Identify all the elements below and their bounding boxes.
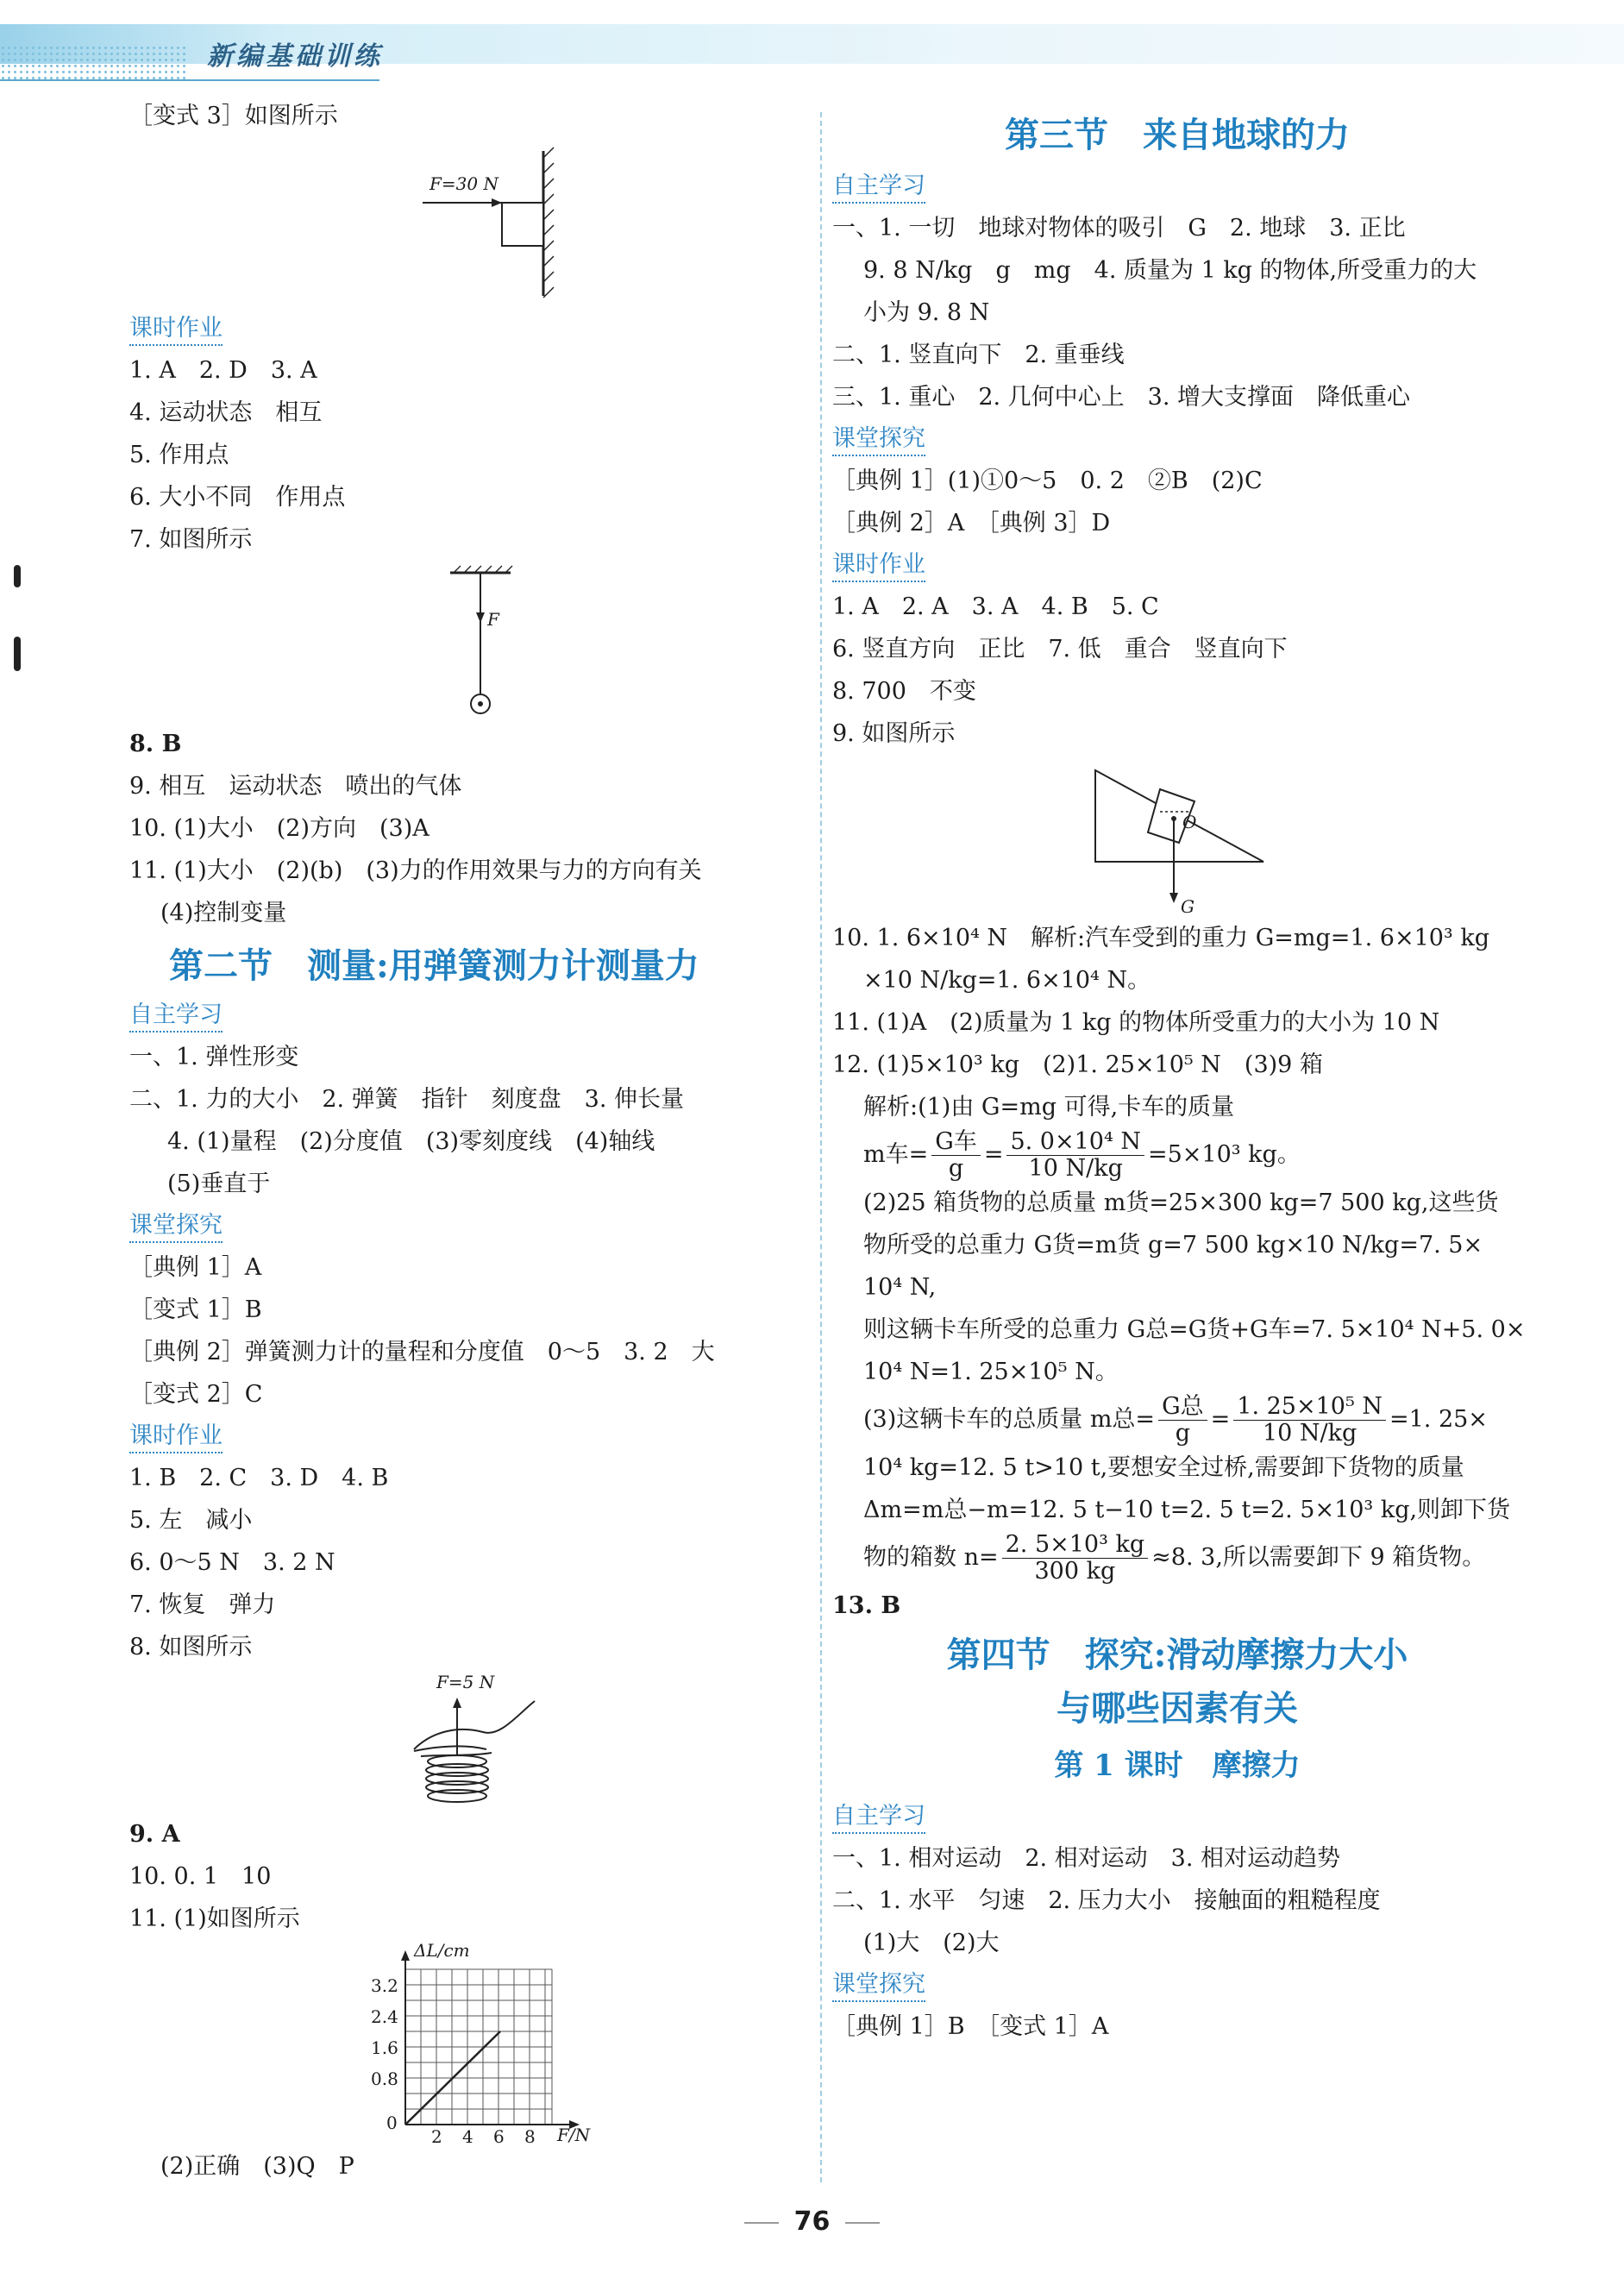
answer-line: ×10 N/kg=1. 6×10⁴ N。 [863,967,1151,994]
answer-line: 小为 9. 8 N [863,299,990,326]
self-study-list [832,207,1522,418]
graph-x-tick: 4 [462,2126,473,2147]
margin-mark [14,565,21,587]
answer-line: Δm=m总−m=12. 5 t−10 t=2. 5 t=2. 5×10³ kg,则卸下货 [863,1497,1511,1523]
section-tag-self-study: 自主学习 [129,1000,223,1033]
answer-line: 6. 大小不同 作用点 [129,484,346,511]
answer-line: ［典例 2］A ［典例 3］D [832,510,1111,537]
figure-spring-hand [129,1672,793,1810]
figure-label: F=30 N [430,173,498,194]
graph-x-tick: 8 [524,2126,536,2147]
fraction [1002,1532,1149,1585]
graph-y-tick: 0 [386,2112,398,2133]
fraction [1006,1129,1144,1182]
section-tag-homework: 课时作业 [129,313,223,346]
fraction [1158,1394,1207,1447]
graph-x-tick: 6 [493,2126,505,2147]
fraction-denominator: g [948,1155,964,1182]
answer-line: 6. 竖直方向 正比 7. 低 重合 竖直向下 [832,636,1288,662]
figure-incline-cup [832,758,1522,917]
answer-line: 三、1. 重心 2. 几何中心上 3. 增大支撑面 降低重心 [832,384,1411,411]
self-study-list-2 [832,1837,1522,1964]
equation-text: =1. 25× [1389,1406,1488,1433]
answer-line: 11. (1)A (2)质量为 1 kg 的物体所受重力的大小为 10 N [832,1009,1440,1036]
answer-line: ［典例 2］弹簧测力计的量程和分度值 0～5 3. 2 大 [129,1339,715,1365]
left-column [129,95,793,2188]
fraction-denominator: 10 N/kg [1028,1155,1123,1182]
section-title-3: 第三节 来自地球的力 [1005,115,1350,155]
margin-mark [14,637,21,671]
lesson-title: 第 1 课时 摩擦力 [1054,1748,1301,1783]
graph-y-label: ΔL/cm [414,1940,470,1961]
homework-list-2b [129,1813,793,1940]
graph-y-tick: 0.8 [371,2068,398,2089]
answer-line: 1. A 2. A 3. A 4. B 5. C [832,593,1159,620]
answer-line: 10⁴ N, [863,1274,937,1301]
answer-line: 8. B [129,731,182,757]
equation-text: =5×10³ kg。 [1147,1141,1301,1168]
header-dot-pattern [0,45,185,79]
graph-x-tick: 2 [431,2126,442,2147]
section-tag-self-study: 自主学习 [832,1801,925,1834]
answer-line: (2)25 箱货物的总质量 m货=25×300 kg=7 500 kg,这些货 [863,1190,1499,1216]
answer-line: 10⁴ kg=12. 5 t>10 t,要想安全过桥,需要卸下货物的质量 [863,1454,1464,1481]
equation-text: ≈8. 3,所以需要卸下 9 箱货物。 [1151,1544,1486,1571]
self-study-list [129,1036,793,1205]
answer-line: 12. (1)5×10³ kg (2)1. 25×10⁵ N (3)9 箱 [832,1051,1323,1078]
section-title-4: 第四节 探究:滑动摩擦力大小 [946,1635,1408,1675]
homework-list-1 [129,349,793,561]
fraction [1233,1394,1386,1447]
homework-list-2 [129,1457,793,1668]
equation-line [832,1128,1522,1182]
answer-line: 9. 相互 运动状态 喷出的气体 [129,773,462,800]
figure-label: F [487,609,499,630]
answer-line: 11. (1)大小 (2)(b) (3)力的作用效果与力的方向有关 [129,857,702,884]
answer-line: 9. 如图所示 [832,720,956,747]
answer-line: 8. 700 不变 [832,678,976,705]
answer-line: 10. 1. 6×10⁴ N 解析:汽车受到的重力 G=mg=1. 6×10³ kg [832,925,1489,951]
answer-line: 二、1. 竖直向下 2. 重垂线 [832,342,1125,368]
answer-line: 13. B [832,1592,901,1619]
answer-line: 10. 0. 1 10 [129,1863,272,1890]
equation-line [832,1531,1522,1585]
equation-text: = [1210,1406,1231,1433]
figure-graph-dl-f [129,1940,793,2147]
figure-hanging-ball [129,564,793,719]
fraction-denominator: g [1175,1420,1190,1447]
answer-line: 6. 0～5 N 3. 2 N [129,1549,335,1576]
fraction-numerator: 1. 25×10⁵ N [1233,1394,1386,1421]
answer-line: ［典例 1］B ［变式 1］A [832,2013,1109,2040]
fraction-denominator: 10 N/kg [1262,1420,1358,1447]
header-title: 新编基础训练 [207,41,383,72]
answer-line: 9. 8 N/kg g mg 4. 质量为 1 kg 的物体,所受重力的大 [863,257,1477,284]
graph-y-tick: 1.6 [371,2037,398,2058]
section-tag-classroom: 课堂探究 [832,424,925,456]
answer-line: 1. A 2. D 3. A [129,357,317,384]
answer-line: 解析:(1)由 G=mg 可得,卡车的质量 [863,1094,1235,1121]
equation-text: = [983,1141,1004,1168]
fraction [931,1129,981,1182]
header-rule [0,79,379,81]
homework-list-1b [129,723,793,934]
homework-list-b [832,917,1526,1627]
answer-line: ［变式 2］C [129,1381,263,1408]
answer-line: 则这辆卡车所受的总重力 G总=G货+G车=7. 5×10⁴ N+5. 0× [863,1316,1526,1343]
answer-line: 7. 如图所示 [129,526,253,553]
answer-line: 7. 恢复 弹力 [129,1591,276,1618]
fraction-numerator: G总 [1158,1394,1207,1421]
answer-line: 11. (1)如图所示 [129,1905,300,1932]
page-number: 76 [0,2207,1624,2237]
answer-line: 物所受的总重力 G货=m货 g=7 500 kg×10 N/kg=7. 5× [863,1232,1483,1259]
section-title-4-cont: 与哪些因素有关 [1057,1688,1298,1729]
answer-line: ［典例 1］A [129,1254,262,1281]
answer-line: 10. (1)大小 (2)方向 (3)A [129,815,430,842]
answer-line: 一、1. 一切 地球对物体的吸引 G 2. 地球 3. 正比 [832,215,1406,242]
equation-text: m车= [863,1141,929,1168]
equation-text: (3)这辆卡车的总质量 m总= [863,1406,1156,1433]
section-tag-self-study: 自主学习 [832,171,925,204]
answer-line: 二、1. 力的大小 2. 弹簧 指针 刻度盘 3. 伸长量 [129,1086,685,1113]
section-tag-homework: 课时作业 [832,549,925,582]
section-tag-homework: 课时作业 [129,1421,223,1453]
figure-label: O [1182,812,1197,832]
answer-line: (5)垂直于 [167,1171,271,1197]
answer-line: ［典例 1］(1)①0～5 0. 2 ②B (2)C [832,468,1263,494]
graph-y-tick: 3.2 [371,1975,398,1996]
answer-line: 二、1. 水平 匀速 2. 压力大小 接触面的粗糙程度 [832,1887,1381,1914]
answer-line: (1)大 (2)大 [863,1930,1000,1956]
answer-line: 10⁴ N=1. 25×10⁵ N。 [863,1359,1119,1385]
classroom-list [832,460,1522,544]
answer-line: 5. 左 减小 [129,1507,253,1534]
answer-line: 5. 作用点 [129,442,229,468]
equation-text: 物的箱数 n= [863,1544,999,1571]
answer-line: 一、1. 弹性形变 [129,1044,299,1070]
equation-line [832,1393,1522,1447]
fraction-numerator: G车 [931,1129,981,1156]
figure-label: F=5 N [436,1672,495,1692]
answer-line: 9. A [129,1821,180,1848]
answer-line: 4. 运动状态 相互 [129,399,323,426]
classroom-list [129,1246,793,1416]
homework-list [832,586,1522,755]
answer-line: 一、1. 相对运动 2. 相对运动 3. 相对运动趋势 [832,1845,1341,1872]
bianshi-3: ［变式 3］如图所示 [129,103,338,129]
section-tag-classroom: 课堂探究 [129,1210,223,1243]
graph-y-tick: 2.4 [371,2006,398,2027]
answer-line: ［变式 1］B [129,1296,262,1323]
answer-line: (2)正确 (3)Q P [160,2153,354,2180]
answer-line: 4. (1)量程 (2)分度值 (3)零刻度线 (4)轴线 [167,1128,655,1155]
fraction-numerator: 2. 5×10³ kg [1002,1532,1149,1559]
fraction-numerator: 5. 0×10⁴ N [1006,1129,1144,1156]
graph-x-label: F/N [557,2125,591,2145]
section-tag-classroom: 课堂探究 [832,1969,925,2002]
column-separator [820,112,822,2182]
fraction-denominator: 300 kg [1034,1558,1116,1585]
answer-line: 8. 如图所示 [129,1634,253,1660]
section-title-2: 第二节 测量:用弹簧测力计测量力 [169,945,699,986]
right-column [832,95,1526,2048]
figure-label: G [1181,896,1194,917]
answer-line: (4)控制变量 [160,900,287,926]
figure-wall-force [129,141,793,304]
answer-line: 1. B 2. C 3. D 4. B [129,1465,389,1491]
page-header [0,0,1624,79]
